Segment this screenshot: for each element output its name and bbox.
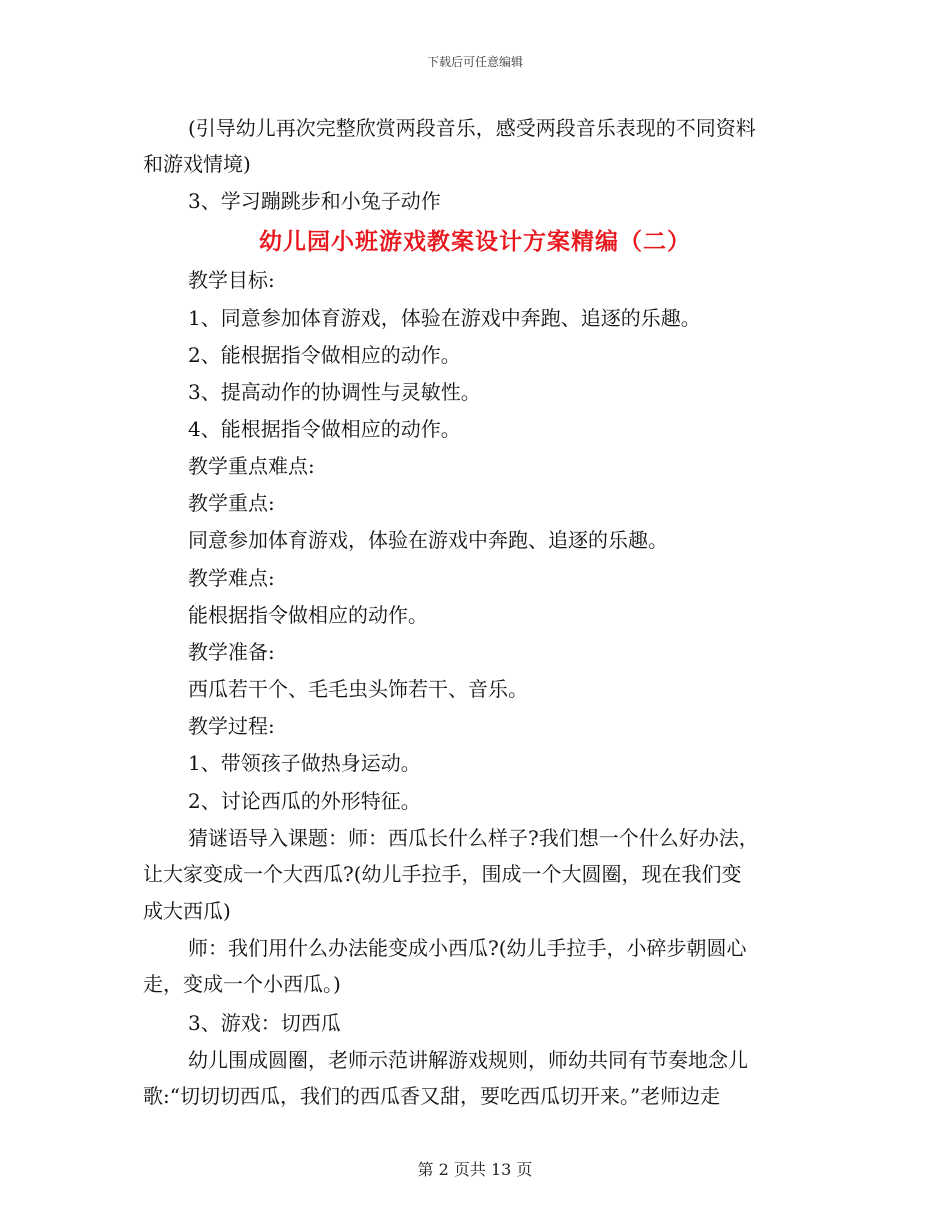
paragraph-line: 师：我们用什么办法能变成小西瓜?(幼儿手拉手，小碎步朝圆心 [188, 936, 747, 960]
list-item: 3、游戏：切西瓜 [188, 1011, 341, 1035]
section-heading: 教学重点: [188, 491, 275, 515]
section-title: 幼儿园小班游戏教案设计方案精编（二） [259, 228, 691, 255]
paragraph-line: 能根据指令做相应的动作。 [188, 603, 428, 627]
section-heading: 教学过程: [188, 714, 275, 738]
paragraph-line: 歌:“切切切西瓜，我们的西瓜香又甜，要吃西瓜切开来。”老师边走 [143, 1084, 721, 1108]
paragraph-line: 和游戏情境) [143, 152, 251, 176]
paragraph-line: 幼儿围成圆圈，老师示范讲解游戏规则，师幼共同有节奏地念儿 [188, 1048, 748, 1072]
page-header: 下载后可任意编辑 [426, 55, 523, 69]
paragraph-line: 猜谜语导入课题：师：西瓜长什么样子?我们想一个什么好办法， [188, 826, 759, 850]
section-heading: 教学准备: [188, 640, 275, 664]
list-item: 2、讨论西瓜的外形特征。 [188, 789, 421, 813]
paragraph-line: (引导幼儿再次完整欣赏两段音乐，感受两段音乐表现的不同资料 [188, 116, 756, 140]
list-item: 2、能根据指令做相应的动作。 [188, 343, 461, 367]
paragraph-line: 成大西瓜) [143, 899, 231, 923]
paragraph-line: 西瓜若干个、毛毛虫头饰若干、音乐。 [188, 677, 528, 701]
section-heading: 教学目标: [188, 268, 275, 292]
section-heading: 教学重点难点: [188, 454, 315, 478]
list-item: 1、同意参加体育游戏，体验在游戏中奔跑、追逐的乐趣。 [188, 306, 701, 330]
paragraph-line: 让大家变成一个大西瓜?(幼儿手拉手，围成一个大圆圈，现在我们变 [143, 862, 742, 886]
list-item: 3、提高动作的协调性与灵敏性。 [188, 380, 481, 404]
paragraph-line: 走，变成一个小西瓜。) [143, 972, 341, 996]
paragraph-line: 同意参加体育游戏，体验在游戏中奔跑、追逐的乐趣。 [188, 528, 668, 552]
list-item: 4、能根据指令做相应的动作。 [188, 417, 461, 441]
list-item: 3、学习蹦跳步和小兔子动作 [188, 189, 441, 213]
section-heading: 教学难点: [188, 566, 275, 590]
list-item: 1、带领孩子做热身运动。 [188, 751, 421, 775]
page-footer: 第 2 页共 13 页 [417, 1160, 533, 1179]
